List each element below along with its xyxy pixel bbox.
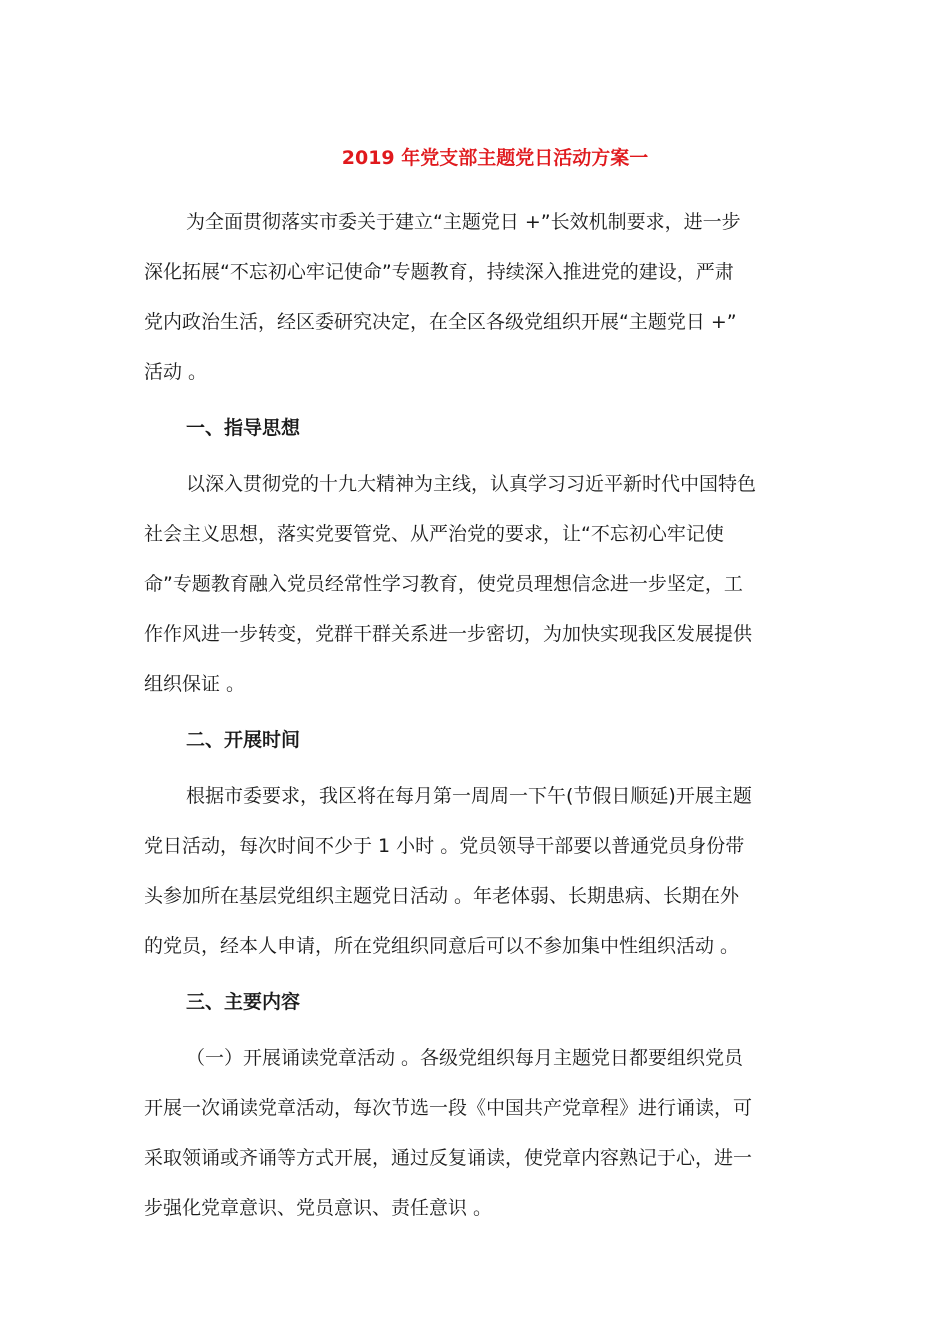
paragraph-line: 步强化党章意识、党员意识、责任意识 。 <box>144 1197 493 1219</box>
section-heading-guiding-thought: 一、指导思想 <box>186 417 301 439</box>
document-title: 2019 年党支部主题党日活动方案一 <box>341 147 649 169</box>
paragraph-line: 采取领诵或齐诵等方式开展，通过反复诵读，使党章内容熟记于心，进一 <box>144 1147 753 1169</box>
paragraph-line: 党内政治生活，经区委研究决定，在全区各级党组织开展“主题党日 +” <box>144 311 737 333</box>
paragraph-line: 活动 。 <box>144 361 208 383</box>
paragraph-line: 开展一次诵读党章活动，每次节选一段《中国共产党章程》进行诵读，可 <box>144 1097 753 1119</box>
paragraph-line: 以深入贯彻党的十九大精神为主线，认真学习习近平新时代中国特色 <box>186 473 757 495</box>
section-heading-main-content: 三、主要内容 <box>186 991 301 1013</box>
paragraph-line: 的党员，经本人申请，所在党组织同意后可以不参加集中性组织活动 。 <box>144 935 740 957</box>
intro-paragraph <box>144 197 808 397</box>
paragraph-line: 社会主义思想，落实党要管党、从严治党的要求，让“不忘初心牢记使 <box>144 523 724 545</box>
paragraph-line: 根据市委要求，我区将在每月第一周周一下午(节假日顺延)开展主题 <box>186 785 752 807</box>
paragraph-line: 党日活动，每次时间不少于 1 小时 。党员领导干部要以普通党员身份带 <box>144 835 745 857</box>
paragraph-line: 命”专题教育融入党员经常性学习教育，使党员理想信念进一步坚定，工 <box>144 573 743 595</box>
paragraph-line: （一）开展诵读党章活动 。各级党组织每月主题党日都要组织党员 <box>186 1047 744 1069</box>
section-paragraph <box>144 1033 808 1233</box>
paragraph-line: 组织保证 。 <box>144 673 246 695</box>
paragraph-line: 头参加所在基层党组织主题党日活动 。年老体弱、长期患病、长期在外 <box>144 885 740 907</box>
document-body <box>144 197 808 1233</box>
paragraph-line: 作作风进一步转变，党群干群关系进一步密切，为加快实现我区发展提供 <box>144 623 753 645</box>
section-heading-schedule: 二、开展时间 <box>186 729 301 751</box>
paragraph-line: 为全面贯彻落实市委关于建立“主题党日 +”长效机制要求，进一步 <box>186 211 741 233</box>
paragraph-line: 深化拓展“不忘初心牢记使命”专题教育，持续深入推进党的建设，严肃 <box>144 261 734 283</box>
section-paragraph <box>144 771 808 971</box>
section-paragraph <box>144 459 808 709</box>
